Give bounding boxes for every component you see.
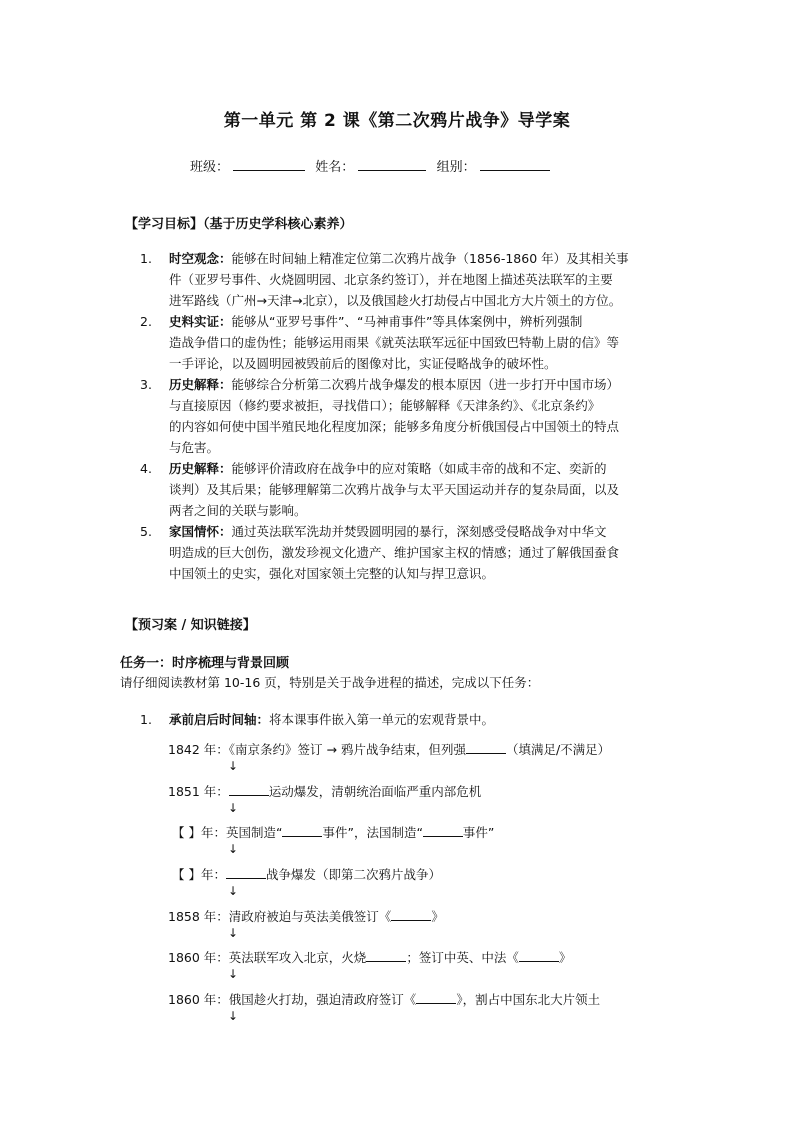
answer-blank[interactable]	[226, 878, 266, 879]
timeline-row	[168, 990, 600, 1008]
goal-label: 史料实证：	[169, 314, 232, 329]
answer-blank[interactable]	[366, 961, 406, 962]
answer-blank[interactable]	[519, 961, 559, 962]
goal-number: 3.	[140, 377, 152, 392]
answer-blank[interactable]	[423, 836, 463, 837]
goal-number: 1.	[140, 251, 152, 266]
timeline-text: 事件”	[462, 825, 495, 840]
page-title: 第一单元 第 2 课《第二次鸦片战争》导学案	[223, 111, 571, 131]
goal-text: 的内容如何使中国半殖民地化程度加深；能够多角度分析俄国侵占中国领土的特点	[169, 419, 620, 434]
task-title: 任务一：时序梳理与背景回顾	[120, 656, 290, 671]
goal-label: 历史解释：	[169, 377, 232, 392]
goal-text: 造战争借口的虚伪性；能够运用雨果《就英法联军远征中国致巴特勒上尉的信》等	[169, 335, 620, 350]
answer-blank[interactable]	[282, 836, 322, 837]
down-arrow-icon: ↓	[228, 1009, 239, 1023]
class-blank[interactable]	[233, 170, 305, 171]
timeline-text: 《南京条约》签订 → 鸦片战争结束，但列强	[228, 742, 466, 757]
class-label: 班级：	[190, 160, 230, 175]
timeline-text: 事件”，法国制造“	[322, 825, 423, 840]
down-arrow-icon: ↓	[228, 801, 239, 815]
goal-label: 家国情怀：	[169, 524, 232, 539]
timeline-text: 》，割占中国东北大片领土	[456, 992, 601, 1007]
timeline-text: 战争爆发（即第二次鸦片战争）	[265, 867, 441, 882]
answer-blank[interactable]	[416, 1003, 456, 1004]
down-arrow-icon: ↓	[228, 759, 239, 773]
timeline-text: 运动爆发，清朝统治面临严重内部危机	[268, 784, 482, 799]
goal-item	[140, 248, 700, 311]
timeline-text: （填满足/不满足）	[505, 742, 611, 757]
name-blank[interactable]	[358, 170, 426, 171]
goal-text: 与直接原因（修约要求被拒，寻找借口）；能够解释《天津条约》、《北京条约》	[169, 398, 601, 413]
timeline-label: 承前启后时间轴：	[169, 712, 270, 727]
goal-text: 谈判）及其后果；能够理解第二次鸦片战争与太平天国运动并存的复杂局面，以及	[169, 482, 620, 497]
goal-item	[140, 521, 700, 584]
goal-number: 4.	[140, 461, 152, 476]
timeline-year: 1858 年：	[168, 909, 229, 924]
goal-text: 能够综合分析第二次鸦片战争爆发的根本原因（进一步打开中国市场）	[231, 377, 620, 392]
timeline-year: 1860 年：	[168, 992, 229, 1007]
down-arrow-icon: ↓	[228, 884, 239, 898]
answer-blank[interactable]	[229, 795, 269, 796]
group-label: 组别：	[436, 160, 476, 175]
preview-heading: 【预习案 / 知识链接】	[125, 618, 256, 633]
timeline-text: 俄国趁火打劫，强迫清政府签订《	[228, 992, 417, 1007]
timeline-text: 英国制造“	[225, 825, 283, 840]
timeline-year: 1860 年：	[168, 950, 229, 965]
goal-text: 与危害。	[169, 440, 220, 455]
goal-text: 两者之间的关联与影响。	[169, 503, 307, 518]
name-label: 姓名：	[315, 160, 355, 175]
learning-goals-list	[140, 248, 700, 584]
timeline-text: 》	[431, 909, 444, 924]
timeline-description: 将本课事件嵌入第一单元的宏观背景中。	[269, 712, 495, 727]
timeline-row	[168, 907, 444, 925]
down-arrow-icon: ↓	[228, 842, 239, 856]
goal-item	[140, 458, 700, 521]
timeline-text: ；签订中英、中法《	[406, 950, 519, 965]
goal-label: 历史解释：	[169, 461, 232, 476]
timeline-row	[168, 740, 610, 758]
goal-text: 件（亚罗号事件、火烧圆明园、北京条约签订），并在地图上描述英法联军的主要	[169, 272, 613, 287]
goal-item	[140, 374, 700, 458]
goal-item	[140, 311, 700, 374]
goal-text: 能够从“亚罗号事件”、“马神甫事件”等具体案例中，辨析列强制	[231, 314, 583, 329]
timeline-row	[172, 865, 441, 883]
timeline-text: 》	[558, 950, 572, 965]
down-arrow-icon: ↓	[228, 967, 239, 981]
timeline-number: 1.	[140, 712, 152, 727]
answer-blank[interactable]	[466, 753, 506, 754]
timeline-row	[172, 823, 494, 841]
goal-text: 进军路线（广州→天津→北京），以及俄国趁火打劫侵占中国北方大片领土的方位。	[169, 293, 622, 308]
goal-number: 5.	[140, 524, 152, 539]
timeline-year: 1842 年：	[168, 742, 229, 757]
goal-text: 一手评论，以及圆明园被毁前后的图像对比，实证侵略战争的破坏性。	[169, 356, 557, 371]
goal-text: 能够评价清政府在战争中的应对策略（如咸丰帝的战和不定、奕訢的	[231, 461, 607, 476]
timeline-heading	[140, 710, 494, 728]
goals-heading: 【学习目标】（基于历史学科核心素养）	[125, 217, 353, 232]
timeline-row	[168, 782, 481, 800]
answer-blank[interactable]	[391, 920, 431, 921]
goal-text: 通过英法联军洗劫并焚毁圆明园的暴行，深刻感受侵略战争对中华文	[231, 524, 607, 539]
goal-text: 明造成的巨大创伤，激发珍视文化遗产、维护国家主权的情感；通过了解俄国蚕食	[169, 545, 620, 560]
timeline-text: 清政府被迫与英法美俄签订《	[228, 909, 392, 924]
goal-text: 中国领土的史实，强化对国家领土完整的认知与捍卫意识。	[169, 566, 495, 581]
task-description: 请仔细阅读教材第 10-16 页，特别是关于战争进程的描述，完成以下任务：	[120, 675, 540, 690]
goal-label: 时空观念：	[169, 251, 232, 266]
timeline-year[interactable]: 【 】年：	[172, 825, 226, 840]
timeline-year: 1851 年：	[168, 784, 229, 799]
timeline-text: 英法联军攻入北京，火烧	[228, 950, 367, 965]
goal-number: 2.	[140, 314, 152, 329]
goal-text: 能够在时间轴上精准定位第二次鸦片战争（1856-1860 年）及其相关事	[231, 251, 629, 266]
student-info-row	[190, 156, 550, 175]
down-arrow-icon: ↓	[228, 926, 239, 940]
group-blank[interactable]	[480, 170, 550, 171]
timeline-year[interactable]: 【 】年：	[172, 867, 226, 882]
timeline-row	[168, 948, 571, 966]
